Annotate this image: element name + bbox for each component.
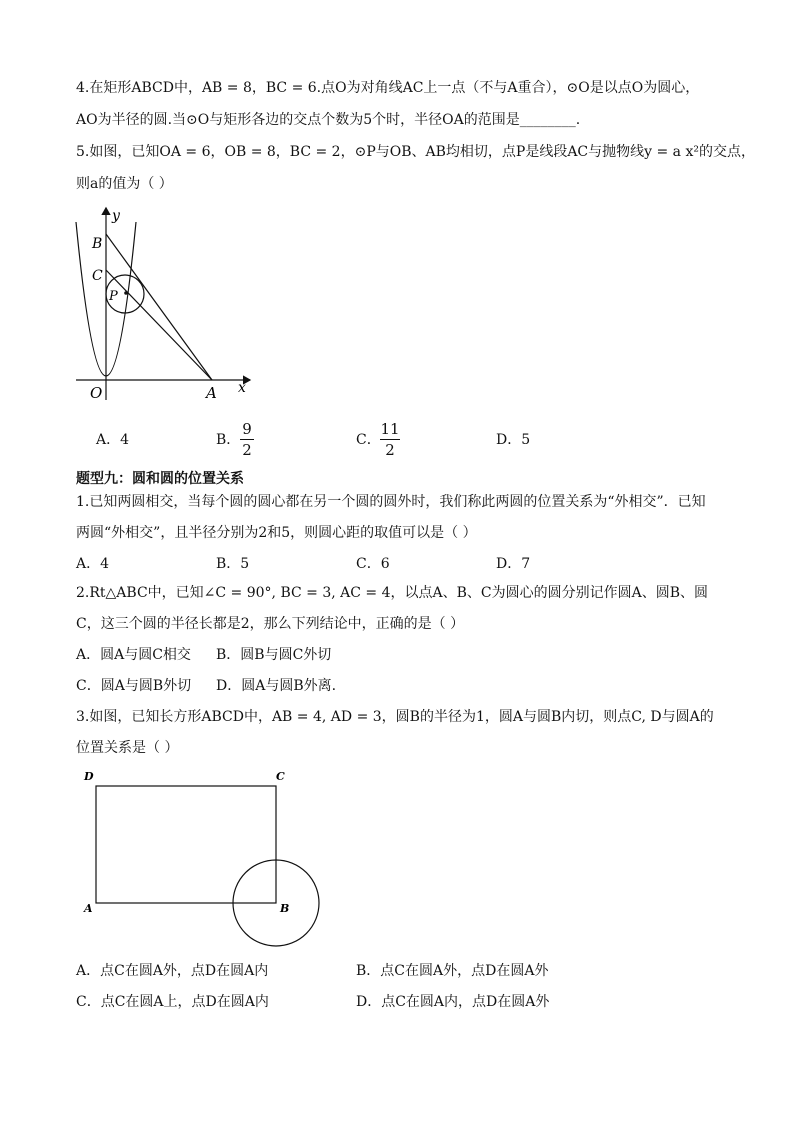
q5-option-a[interactable]: A．4 <box>96 432 130 448</box>
s1-option-c[interactable]: C．6 <box>356 556 390 572</box>
q5-option-d[interactable]: D．5 <box>496 432 531 448</box>
s3-option-b[interactable]: B．点C在圆A外，点D在圆A外 <box>356 963 549 979</box>
label-c: C <box>92 268 103 284</box>
s2-line-2: C，这三个圆的半径长都是2，那么下列结论中，正确的是（ ） <box>76 616 465 632</box>
label-c: C <box>276 770 285 783</box>
s3-rectangle-figure <box>80 766 340 956</box>
label-b: B <box>92 236 103 252</box>
point-p <box>124 291 128 295</box>
s1-line-1: 1.已知两圆相交，当每个圆的圆心都在另一个圆的圆外时，我们称此两圆的位置关系为“外相交”．已知 <box>76 494 706 510</box>
label-y: y <box>112 208 120 224</box>
q5-option-b-fraction <box>240 420 254 459</box>
s2-option-c[interactable]: C．圆A与圆B外切 <box>76 678 192 694</box>
s1-option-a[interactable]: A．4 <box>76 556 110 572</box>
q5-line-2: 则a的值为（ ） <box>76 176 173 192</box>
label-o: O <box>90 384 103 402</box>
s2-option-b[interactable]: B．圆B与圆C外切 <box>216 647 332 663</box>
q4-line-2: AO为半径的圆.当⊙O与矩形各边的交点个数为5个时，半径OA的范围是________. <box>76 112 581 128</box>
label-a: A <box>206 384 217 402</box>
s3-option-a[interactable]: A．点C在圆A外，点D在圆A内 <box>76 963 269 979</box>
q5-option-b[interactable]: B． <box>216 432 241 448</box>
s3-option-c[interactable]: C．点C在圆A上，点D在圆A内 <box>76 994 269 1010</box>
rectangle-abcd <box>96 786 276 903</box>
s2-line-1: 2.Rt△ABC中，已知∠C = 90°, BC = 3, AC = 4，以点A、B、C为圆心的圆分别记作圆A、圆B、圆 <box>76 585 709 601</box>
q5-option-b-denominator: 2 <box>242 441 252 459</box>
s1-line-2: 两圆“外相交”，且半径分别为2和5，则圆心距的取值可以是（ ） <box>76 525 477 541</box>
q5-parabola-figure <box>70 200 270 410</box>
q4-line-1: 4.在矩形ABCD中，AB = 8，BC = 6.点O为对角线AC上一点（不与A重合），⊙O是以点O为圆心， <box>76 80 700 96</box>
q5-option-c-numerator: 11 <box>380 420 400 438</box>
label-p: P <box>109 289 118 304</box>
s3-line-2: 位置关系是（ ） <box>76 740 179 756</box>
segment-ac <box>106 270 212 380</box>
q5-option-c[interactable]: C． <box>356 432 381 448</box>
s3-option-d[interactable]: D．点C在圆A内，点D在圆A外 <box>356 994 550 1010</box>
s3-line-1: 3.如图，已知长方形ABCD中，AB = 4, AD = 3，圆B的半径为1，圆A与圆B内切，则点C, D与圆A的 <box>76 709 714 725</box>
label-x: x <box>238 380 246 396</box>
s1-option-d[interactable]: D．7 <box>496 556 531 572</box>
q5-option-b-numerator: 9 <box>242 420 252 438</box>
s2-option-d[interactable]: D．圆A与圆B外离. <box>216 678 337 694</box>
section-title: 题型九：圆和圆的位置关系 <box>76 471 244 487</box>
q5-line-1: 5.如图，已知OA = 6，OB = 8，BC = 2，⊙P与OB、AB均相切，点P是线段AC与抛物线y = a x²的交点， <box>76 144 755 160</box>
s2-option-a[interactable]: A．圆A与圆C相交 <box>76 647 191 663</box>
s1-option-b[interactable]: B．5 <box>216 556 250 572</box>
label-a: A <box>84 902 93 915</box>
segment-ab <box>106 234 212 380</box>
q5-option-c-denominator: 2 <box>385 441 395 459</box>
label-b: B <box>280 902 290 915</box>
q5-option-c-fraction <box>380 420 400 459</box>
label-d: D <box>84 770 94 783</box>
